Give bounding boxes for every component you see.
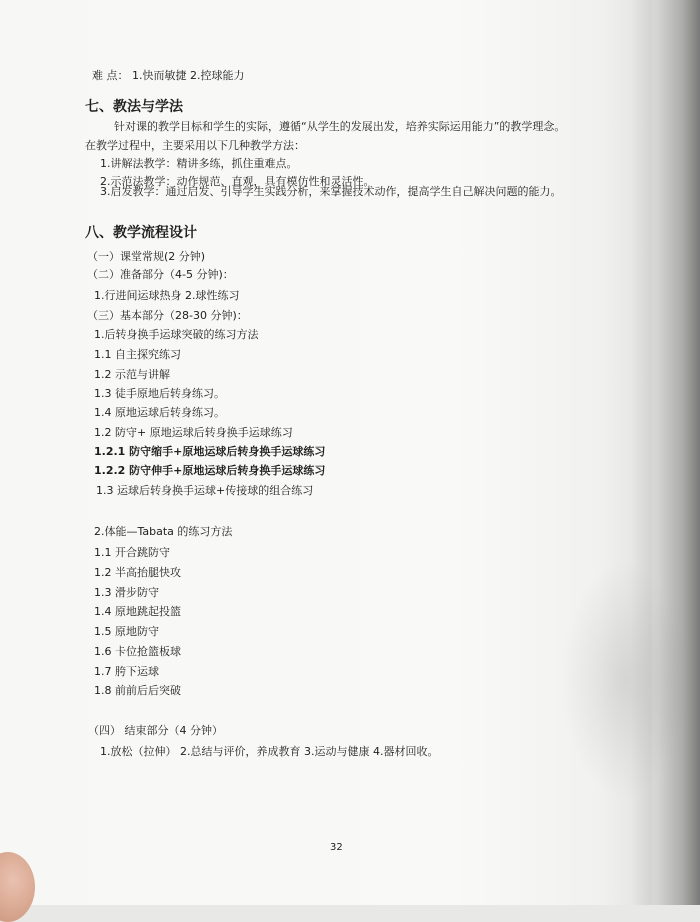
- list-item: 1.2.2 防守伸手+原地运球后转身换手运球练习: [94, 464, 326, 477]
- list-item: 1.1 自主探究练习: [94, 348, 181, 361]
- list-item: 1.放松（拉伸） 2.总结与评价，养成教育 3.运动与健康 4.器材回收。: [100, 745, 439, 758]
- paragraph-line: 在教学过程中，主要采用以下几种教学方法：: [85, 139, 305, 152]
- paragraph-line: 针对课的教学目标和学生的实际，遵循“从学生的发展出发，培养实际运用能力”的教学理念。: [114, 120, 566, 133]
- list-item: 1.1 开合跳防守: [94, 546, 170, 559]
- method-item: 1.讲解法教学：精讲多练，抓住重难点。: [100, 157, 298, 170]
- flow-part-2: （二）准备部分（4-5 分钟)：: [87, 268, 234, 281]
- list-item: 1.4 原地跳起投篮: [94, 605, 181, 618]
- list-item: 1.2 防守+ 原地运球后转身换手运球练习: [94, 426, 293, 439]
- list-item: 1.6 卡位抢篮板球: [94, 645, 181, 658]
- page-number: 32: [330, 842, 343, 853]
- list-item: 1.行进间运球热身 2.球性练习: [94, 289, 240, 302]
- method-item: 2.示范法教学：动作规范、直观，具有模仿性和灵活性。: [100, 175, 375, 188]
- flow-part-1: （一）课堂常规(2 分钟): [87, 250, 206, 263]
- list-item: 1.3 滑步防守: [94, 586, 159, 599]
- list-item: 1.后转身换手运球突破的练习方法: [94, 328, 259, 341]
- list-item: 1.7 胯下运球: [94, 665, 159, 678]
- list-item: 1.3 运球后转身换手运球+传接球的组合练习: [96, 484, 314, 497]
- flow-part-3: （三）基本部分（28-30 分钟)：: [87, 309, 248, 322]
- list-item: 1.2.1 防守缩手+原地运球后转身换手运球练习: [94, 445, 326, 458]
- difficulty-line: 难 点： 1.快而敏捷 2.控球能力: [92, 69, 245, 82]
- page-curl-edge: [630, 0, 700, 905]
- section-heading-8: 八、教学流程设计: [85, 225, 197, 241]
- section-heading-7: 七、教法与学法: [85, 99, 183, 115]
- list-item: 1.4 原地运球后转身练习。: [94, 406, 225, 419]
- list-item: 1.5 原地防守: [94, 625, 159, 638]
- list-item: 1.2 半高抬腿快攻: [94, 566, 181, 579]
- list-item: 1.3 徒手原地后转身练习。: [94, 387, 225, 400]
- flow-part-4: （四） 结束部分（4 分钟）: [88, 724, 223, 737]
- list-item: 2.体能—Tabata 的练习方法: [94, 525, 233, 538]
- list-item: 1.8 前前后后突破: [94, 684, 181, 697]
- list-item: 1.2 示范与讲解: [94, 368, 170, 381]
- method-item: 3.启发教学：通过启发、引导学生实践分析，来掌握技术动作，提高学生自己解决问题的能力。: [100, 185, 562, 198]
